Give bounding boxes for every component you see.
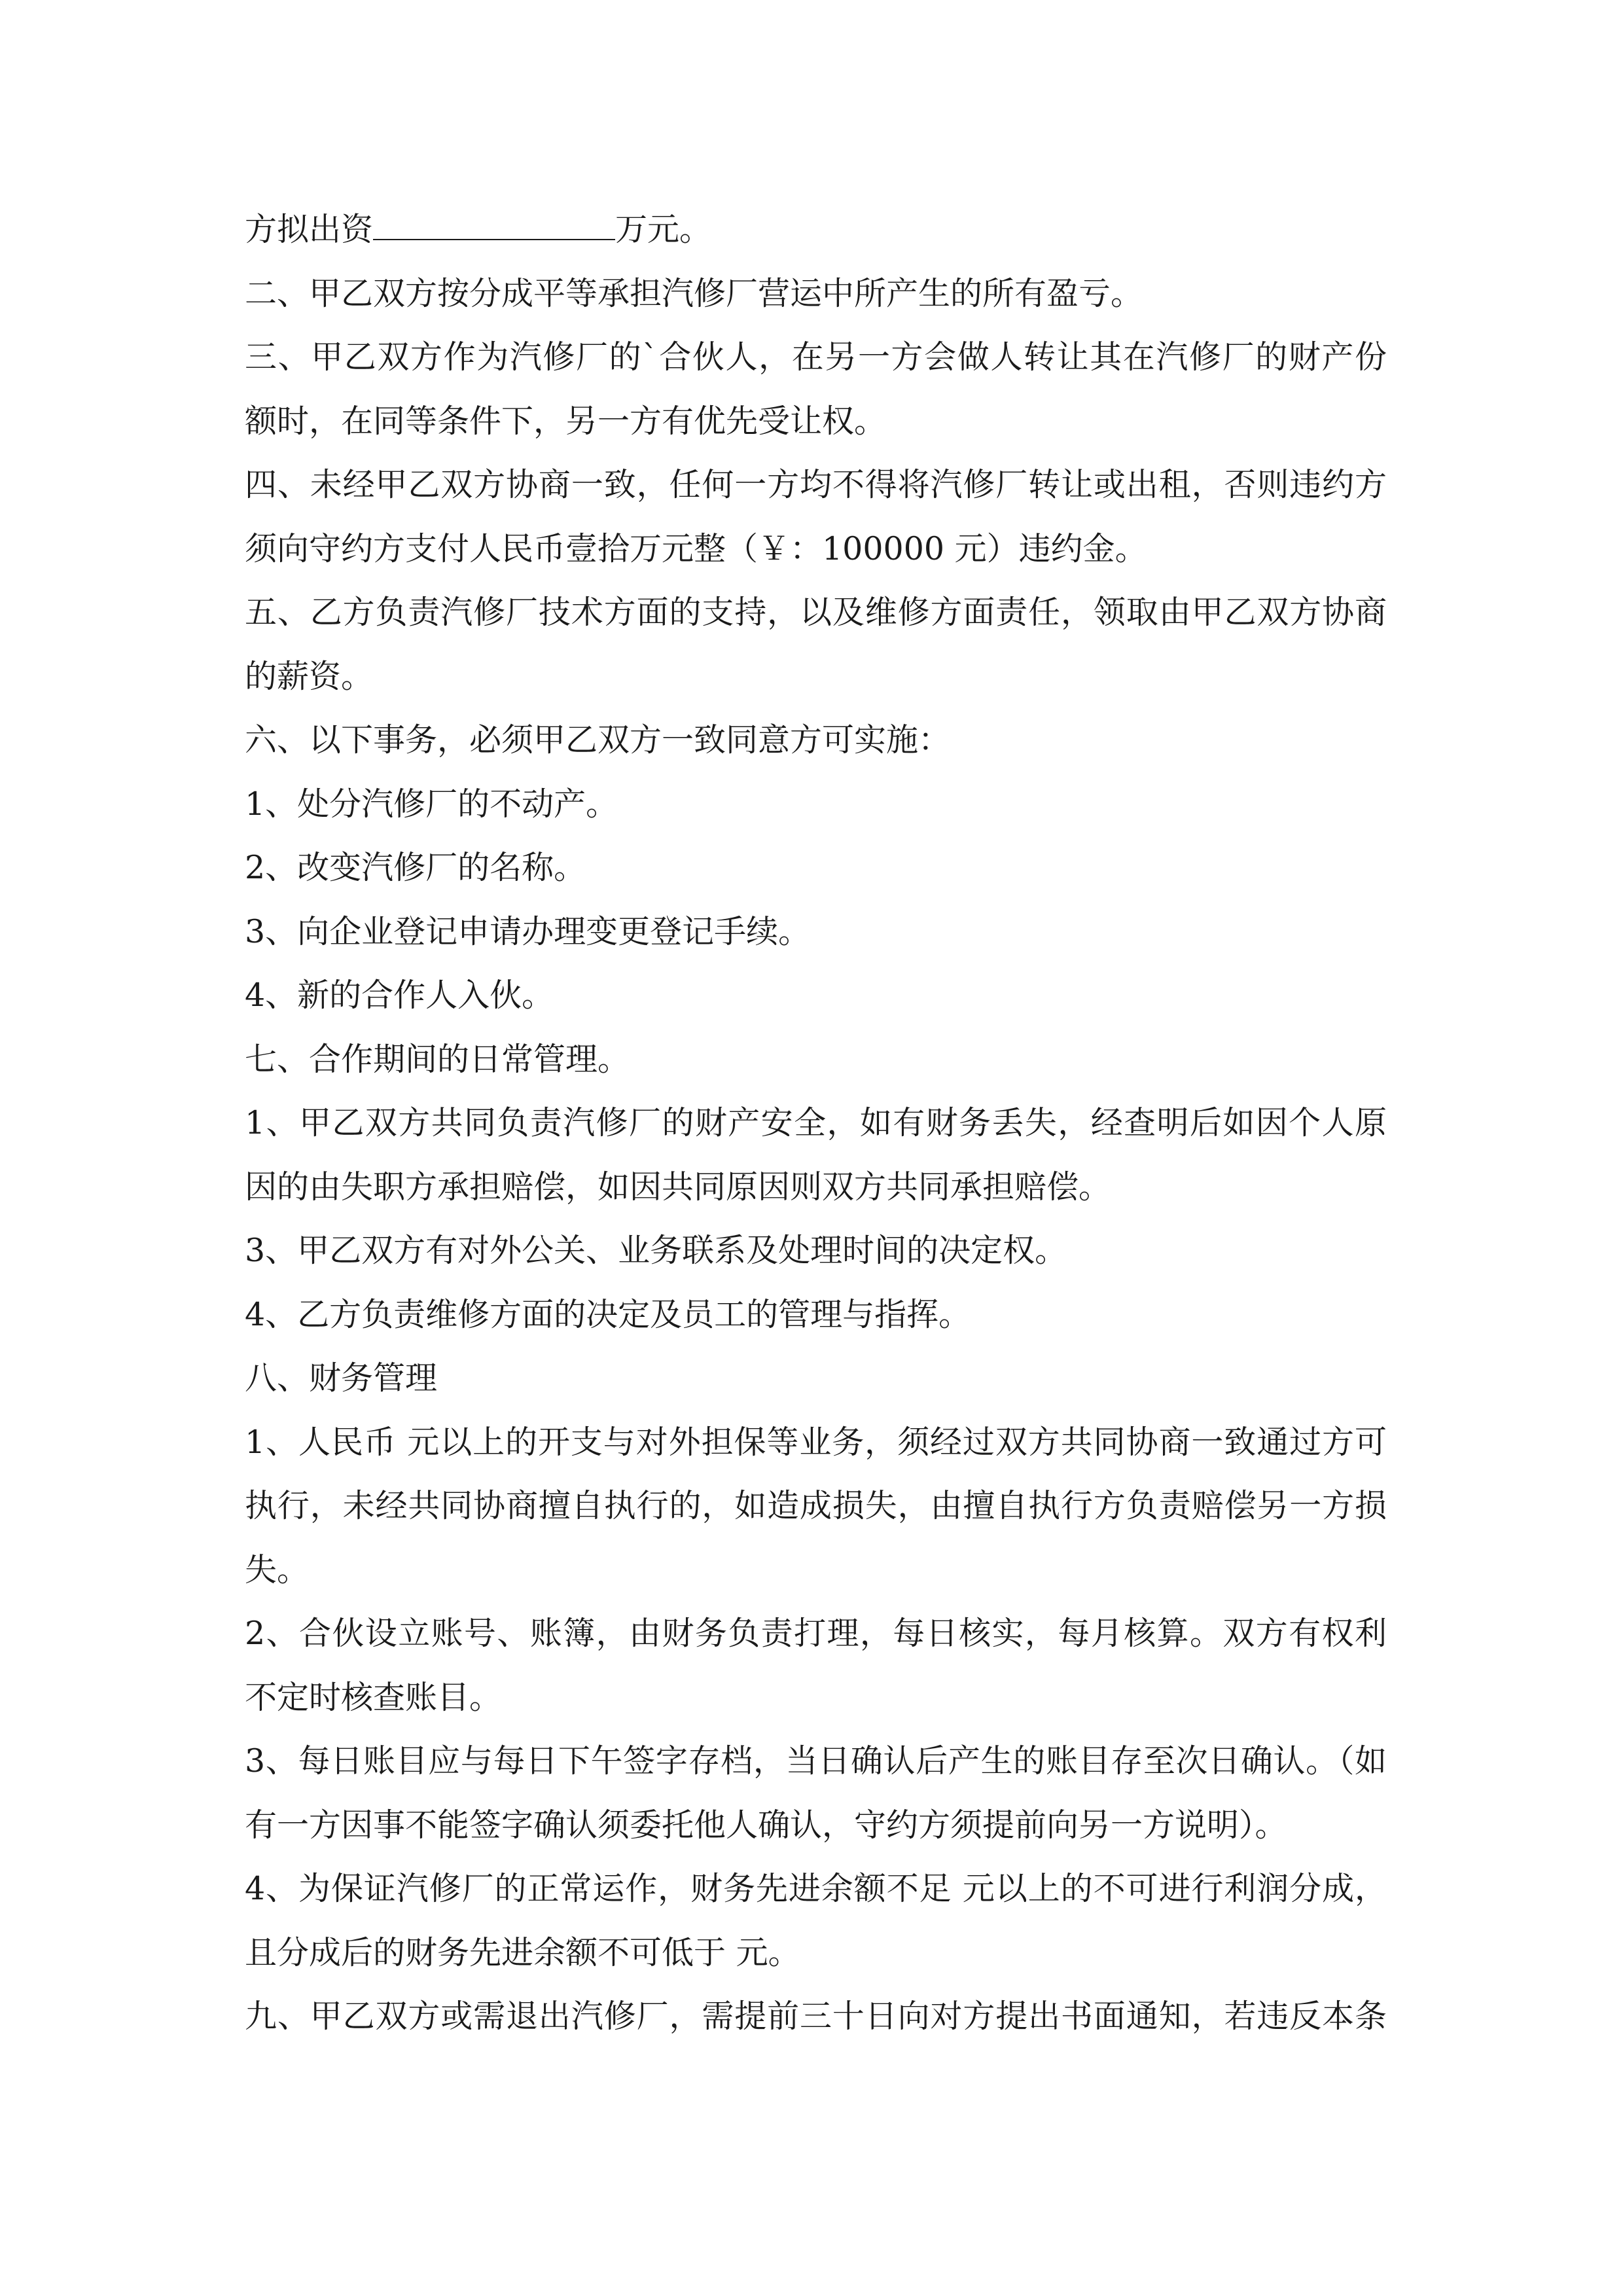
clause-6-item-2: 2、改变汽修厂的名称。: [245, 849, 586, 886]
clause-3-line-2: 额时，在同等条件下，另一方有优先受让权。: [245, 402, 887, 440]
clause-8-item-4-line-1: 4、为保证汽修厂的正常运作，财务先进余额不足 元以上的不可进行利润分成，: [245, 1870, 1387, 1907]
clause-7-item-1-line-2: 因的由失职方承担赔偿，如因共同原因则双方共同承担赔偿。: [245, 1168, 1111, 1206]
clause-7-item-3: 3、甲乙双方有对外公关、业务联系及处理时间的决定权。: [245, 1232, 1067, 1269]
clause-6-item-1: 1、处分汽修厂的不动产。: [245, 785, 618, 823]
clause-8-heading: 八、财务管理: [245, 1359, 438, 1397]
clause-4-line-1: 四、未经甲乙双方协商一致，任何一方均不得将汽修厂转让或出租，否则违约方: [245, 466, 1387, 503]
clause-9-line-1: 九、甲乙双方或需退出汽修厂，需提前三十日向对方提出书面通知，若违反本条: [245, 1998, 1387, 2035]
clause-7-heading: 七、合作期间的日常管理。: [245, 1040, 630, 1078]
clause-4-line-2: 须向守约方支付人民币壹拾万元整（￥：100000 元）违约金。: [245, 529, 1147, 567]
document-body: [245, 198, 1387, 2049]
clause-7-item-4: 4、乙方负责维修方面的决定及员工的管理与指挥。: [245, 1295, 971, 1333]
clause-3-line-1: 三、甲乙双方作为汽修厂的`合伙人，在另一方会做人转让其在汽修厂的财产份: [245, 338, 1387, 376]
clause-8-item-1-line-1: 1、人民币 元以上的开支与对外担保等业务，须经过双方共同协商一致通过方可: [245, 1423, 1387, 1461]
clause-5-line-2: 的薪资。: [245, 657, 374, 695]
clause-5-line-1: 五、乙方负责汽修厂技术方面的支持，以及维修方面责任，领取由甲乙双方协商: [245, 594, 1387, 631]
investment-line: [245, 198, 1387, 262]
clause-6-item-3: 3、向企业登记申请办理变更登记手续。: [245, 912, 811, 950]
clause-6-heading: 六、以下事务，必须甲乙双方一致同意方可实施：: [245, 721, 951, 759]
clause-8-item-4-line-2: 且分成后的财务先进余额不可低于 元。: [245, 1933, 800, 1971]
clause-8-item-2-line-2: 不定时核查账目。: [245, 1678, 502, 1716]
investment-suffix: 万元。: [615, 211, 712, 248]
amount-blank: [373, 213, 615, 240]
clause-6-item-4: 4、新的合作人入伙。: [245, 977, 554, 1014]
clause-8-item-1-line-3: 失。: [245, 1551, 310, 1588]
clause-7-item-1-line-1: 1、甲乙双方共同负责汽修厂的财产安全，如有财务丢失，经查明后如因个人原: [245, 1104, 1387, 1141]
clause-8-item-3-line-1: 3、每日账目应与每日下午签字存档，当日确认后产生的账目存至次日确认。（如: [245, 1742, 1387, 1780]
clause-8-item-3-line-2: 有一方因事不能签字确认须委托他人确认，守约方须提前向另一方说明）。: [245, 1806, 1287, 1844]
clause-2: 二、甲乙双方按分成平等承担汽修厂营运中所产生的所有盈亏。: [245, 274, 1143, 312]
investment-prefix: 方拟出资: [245, 211, 374, 248]
clause-8-item-2-line-1: 2、合伙设立账号、账簿，由财务负责打理，每日核实，每月核算。双方有权利: [245, 1615, 1387, 1652]
clause-8-item-1-line-2: 执行，未经共同协商擅自执行的，如造成损失，由擅自执行方负责赔偿另一方损: [245, 1487, 1387, 1524]
